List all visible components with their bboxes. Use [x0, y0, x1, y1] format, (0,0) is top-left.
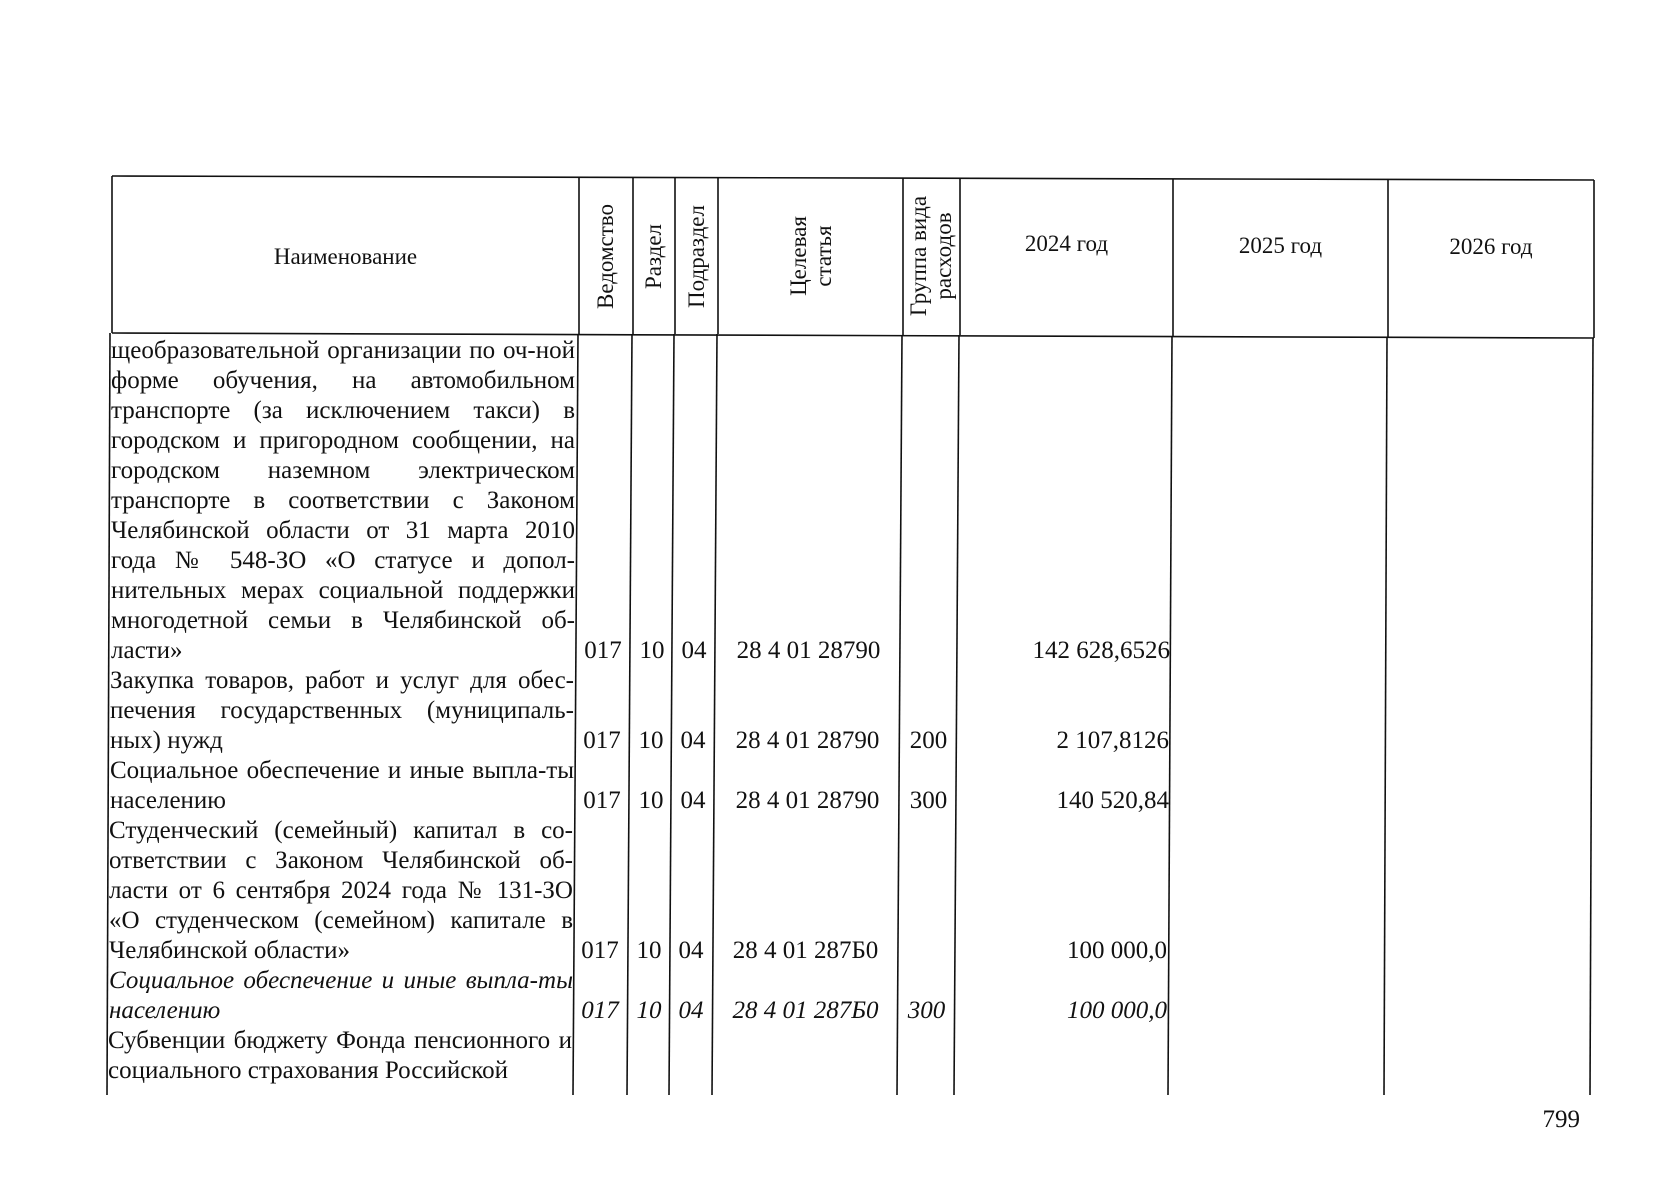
row-5-group: 300: [907, 997, 946, 1024]
row-1-section: 10: [639, 637, 665, 664]
row-5-dept: 017: [581, 997, 619, 1024]
header-dept: Ведомство: [593, 203, 619, 309]
row-5-2024: 100 000,0: [1067, 997, 1167, 1024]
row-4-target: 28 4 01 287Б0: [732, 937, 879, 964]
row-1-subsection: 04: [681, 637, 707, 664]
row-2-subsection: 04: [680, 727, 706, 754]
row-4-section: 10: [636, 937, 662, 964]
header-target-line1: Целевая: [785, 216, 811, 296]
header-group: [903, 178, 960, 334]
header-group-line2: расходов: [931, 212, 957, 300]
header-section: Раздел: [641, 223, 667, 289]
row-5-name: Социальное обеспечение и иные выпла-ты населению: [109, 967, 573, 1024]
header-name: Наименование: [273, 243, 418, 269]
header-2024: 2024 год: [1024, 230, 1109, 256]
row-4-dept: 017: [581, 937, 619, 964]
row-2-section: 10: [638, 727, 664, 754]
row-5-section: 10: [636, 997, 662, 1024]
header-group-line1: Группа вида: [906, 195, 932, 317]
row-1-dept: 017: [584, 637, 622, 664]
row-4-subsection: 04: [678, 937, 704, 964]
header-target-line2: статья: [810, 225, 836, 287]
row-4-name: Студенческий (семейный) капитал в со-ответствии с Законом Челябинской об-ласти от 6 сентября 2024 года № 131-ЗО «О студенческом (семейном) капитале в Челябинской области»: [109, 817, 573, 964]
row-3-dept: 017: [583, 787, 621, 814]
row-2-2024: 2 107,8126: [1056, 727, 1169, 754]
row-3-section: 10: [638, 787, 664, 814]
header-2026: 2026 год: [1449, 233, 1533, 259]
row-2-dept: 017: [583, 727, 621, 754]
row-5-target: 28 4 01 287Б0: [732, 997, 879, 1024]
row-1-target: 28 4 01 28790: [736, 637, 881, 664]
row-3-2024: 140 520,84: [1056, 787, 1169, 814]
header-target: [718, 178, 903, 334]
row-2-group: 200: [909, 727, 948, 754]
row-2-name: Закупка товаров, работ и услуг для обес-печения государственных (муниципаль-ных) нужд: [110, 667, 574, 754]
row-1-name: щеобразовательной организации по оч-ной форме обучения, на автомобильном транспорте (за исключением такси) в городском и пригородном сообщении, на городском наземном электрическом транспорте в соответствии с Законом Челябинской области от 31 марта 2010 года № 548-ЗО «О статусе и допол-нительных мерах социальной поддержки многодетной семьи в Челябинской об-ласти»: [111, 337, 575, 664]
row-3-target: 28 4 01 28790: [735, 787, 880, 814]
row-3-subsection: 04: [680, 787, 706, 814]
row-5-subsection: 04: [678, 997, 704, 1024]
row-6-name: Субвенции бюджету Фонда пенсионного и социального страхования Российской: [108, 1027, 572, 1084]
row-3-name: Социальное обеспечение и иные выпла-ты населению: [110, 757, 574, 814]
row-1-2024: 142 628,6526: [1032, 637, 1170, 664]
page-number: 799: [1542, 1106, 1580, 1133]
header-2025: 2025 год: [1238, 232, 1323, 258]
row-2-target: 28 4 01 28790: [735, 727, 880, 754]
row-4-2024: 100 000,0: [1067, 937, 1167, 964]
row-3-group: 300: [909, 787, 948, 814]
header-subsection: Подраздел: [684, 204, 710, 308]
